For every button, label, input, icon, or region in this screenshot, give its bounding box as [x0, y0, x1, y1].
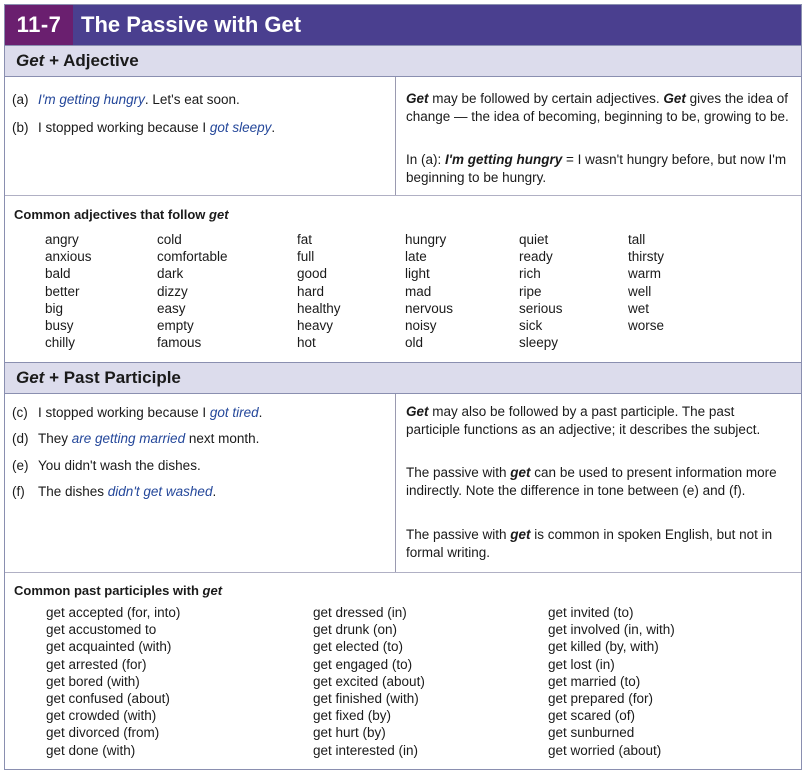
list-item: big [45, 300, 64, 316]
list-item: bald [45, 266, 71, 282]
heading-word: Get [16, 368, 45, 387]
list-item: get sunburned [548, 725, 635, 741]
list-item: hungry [405, 232, 447, 247]
example-e: (e) You didn't wash the dishes. [12, 458, 201, 473]
list-item: get accustomed to [46, 622, 157, 638]
list-item: fat [297, 232, 313, 247]
row-divider [5, 195, 801, 196]
list-item: heavy [297, 318, 334, 334]
example-label: (d) [12, 431, 29, 446]
example-d: (d) They are getting married next month. [12, 431, 260, 446]
list-item: busy [45, 318, 74, 334]
word-column [313, 604, 425, 759]
list-item: quiet [519, 232, 549, 247]
example-label: (a) [12, 92, 29, 107]
list-item: comfortable [157, 249, 228, 265]
list-item: get done (with) [46, 742, 136, 758]
list-item: get confused (about) [46, 691, 170, 707]
list-item: anxious [45, 249, 92, 265]
participle-list-title: Common past participles with get [14, 583, 223, 598]
word-column [297, 231, 341, 351]
list-item: good [297, 266, 328, 282]
list-item: nervous [405, 300, 454, 316]
word-column [405, 231, 453, 351]
list-item: get dressed (in) [313, 605, 407, 620]
list-item: get arrested (for) [46, 656, 147, 672]
list-item: get invited (to) [548, 605, 634, 620]
list-item: get elected (to) [313, 639, 404, 655]
grammar-chart [4, 4, 802, 770]
example-label: (b) [12, 120, 29, 135]
explanation-participle-3: The passive with get is common in spoken English, but not in formal writing. [406, 527, 773, 560]
list-item: get hurt (by) [313, 725, 386, 741]
list-item: easy [157, 300, 186, 316]
list-item: get acquainted (with) [46, 639, 172, 655]
explanation-adjective-1: Get may be followed by certain adjectives. Get gives the idea of change — the idea of becoming, beginning to be, growing to be. [406, 91, 789, 124]
example-highlight: are getting married [71, 431, 186, 446]
word-column [628, 231, 664, 334]
example-highlight: got sleepy [209, 120, 272, 135]
list-item: empty [157, 318, 194, 334]
word-column [157, 231, 228, 351]
list-item: get engaged (to) [313, 656, 413, 672]
list-item: full [297, 249, 315, 265]
list-item: worse [628, 318, 665, 334]
section-heading-adjective [5, 45, 801, 77]
list-item: get married (to) [548, 673, 641, 689]
example-highlight: I'm getting hungry [38, 92, 145, 107]
example-b: (b) I stopped working because I got sleepy. [12, 120, 276, 135]
list-item: chilly [45, 335, 76, 351]
word-column [548, 604, 675, 759]
word-column [45, 231, 92, 351]
list-item: well [628, 283, 652, 299]
list-item: get finished (with) [313, 691, 419, 707]
list-item: serious [519, 300, 563, 316]
example-f: (f) The dishes didn't get washed. [12, 484, 217, 499]
list-item: get divorced (from) [46, 725, 160, 741]
list-item: famous [157, 335, 202, 351]
list-item: ready [519, 249, 553, 265]
list-item: dark [157, 266, 184, 282]
list-item: get drunk (on) [313, 622, 398, 638]
list-item: cold [157, 232, 182, 247]
list-item: angry [45, 232, 79, 247]
list-item: get prepared (for) [548, 691, 654, 707]
heading-word: Get [16, 51, 45, 70]
example-highlight: got tired [209, 405, 259, 420]
list-item: thirsty [628, 249, 665, 265]
list-item: tall [628, 232, 646, 247]
list-item: get interested (in) [313, 742, 419, 758]
list-item: warm [628, 266, 661, 282]
list-item: hard [297, 283, 325, 299]
explanation-adjective-2: In (a): I'm getting hungry = I wasn't hungry before, but now I'm beginning to be hungry. [406, 152, 787, 185]
explanation-participle-1: Get may also be followed by a past participle. The past participle functions as an adjective; it describes the subject. [406, 404, 761, 437]
list-item: hot [297, 335, 316, 351]
column-divider [395, 77, 396, 195]
row-divider [5, 572, 801, 573]
list-item: mad [405, 283, 432, 299]
list-item: get bored (with) [46, 673, 140, 689]
word-column [519, 231, 563, 351]
list-item: late [405, 249, 427, 265]
list-item: noisy [405, 318, 437, 334]
list-item: get fixed (by) [313, 708, 392, 724]
example-a: (a) I'm getting hungry. Let's eat soon. [12, 92, 240, 107]
example-highlight: didn't get washed [107, 484, 213, 499]
list-item: sick [519, 318, 543, 334]
list-item: get excited (about) [313, 673, 425, 689]
list-item: get killed (by, with) [548, 639, 659, 655]
list-item: light [405, 266, 430, 282]
list-item: healthy [297, 300, 341, 316]
explanation-participle-2: The passive with get can be used to present information more indirectly. Note the difference in tone between (e) and (f). [406, 465, 777, 498]
list-item: get involved (in, with) [548, 622, 675, 638]
list-item: get worried (about) [548, 742, 662, 758]
chart-title-bar [5, 5, 801, 45]
list-item: dizzy [157, 283, 188, 299]
example-label: (e) [12, 458, 29, 473]
list-item: wet [628, 300, 650, 316]
list-item: rich [519, 266, 541, 282]
list-item: old [405, 335, 424, 351]
list-item: get crowded (with) [46, 708, 157, 724]
heading-rest: + Past Participle [44, 368, 181, 387]
list-item: get scared (of) [548, 708, 636, 724]
word-column [46, 604, 180, 759]
list-item: get accepted (for, into) [46, 605, 181, 620]
example-label: (f) [12, 484, 25, 499]
chart-number: 11-7 [5, 5, 73, 45]
list-item: ripe [519, 283, 542, 299]
heading-rest: + Adjective [44, 51, 139, 70]
section-heading-participle [5, 362, 801, 394]
column-divider [395, 394, 396, 572]
example-label: (c) [12, 405, 28, 420]
list-item: get lost (in) [548, 656, 615, 672]
list-item: better [45, 283, 80, 299]
adjective-list-title: Common adjectives that follow get [14, 207, 229, 222]
list-item: sleepy [519, 335, 559, 351]
chart-title: The Passive with Get [81, 12, 302, 37]
example-c: (c) I stopped working because I got tired. [12, 405, 263, 420]
